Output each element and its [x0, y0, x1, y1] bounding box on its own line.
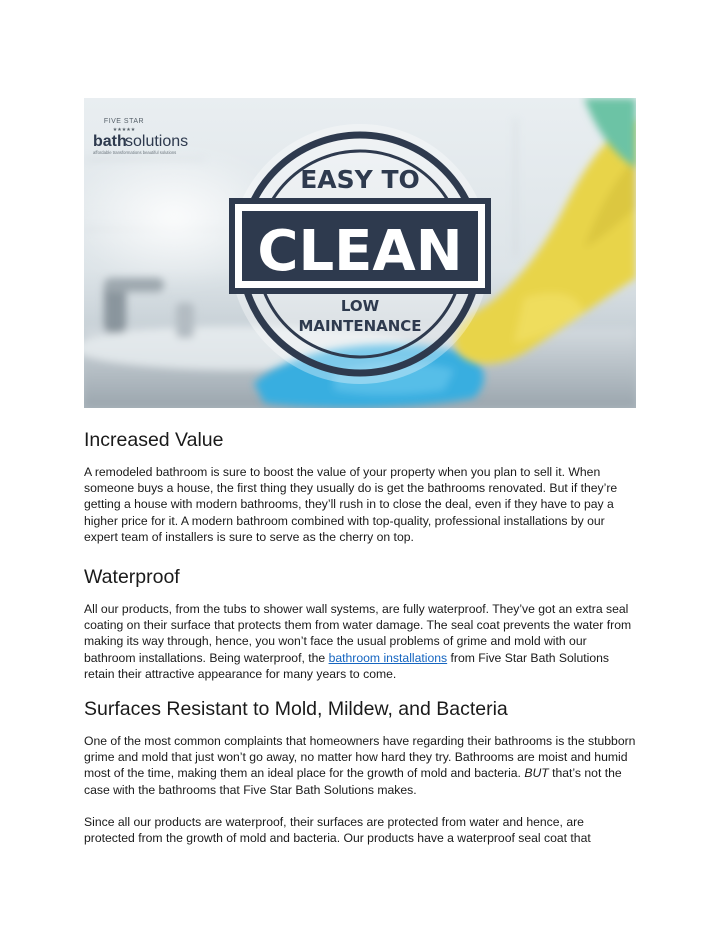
heading-increased-value: Increased Value: [84, 429, 224, 451]
mold-text-em: BUT: [524, 766, 549, 781]
hero-illustration: [84, 98, 636, 408]
badge-line2: CLEAN: [257, 219, 463, 284]
section-mold-resistant: [84, 696, 636, 846]
paragraph-mold-resistant-2: Since all our products are waterproof, their surfaces are protected from water and hence, are protected from the growth of mold and bacteria. Our products have a waterproof seal coat that: [84, 814, 591, 846]
logo-top-text: FIVE STAR: [103, 118, 145, 125]
logo-tagline: affordable transformations beautiful solutions: [93, 150, 177, 155]
waterproof-text-before-link: All our products, from the tubs to shower wall systems, are fully waterproof. They’ve got an extra seal coating on their surface that protects them from water damage. The seal coat prevents the water from making its way through, hence, you won’t face the usual problems of grime and mold with our bathroom installations. Being waterproof, the: [84, 602, 632, 665]
bathroom-installations-link[interactable]: bathroom installations: [328, 650, 448, 665]
hero-image: [84, 98, 636, 408]
mold-text-before-em: One of the most common complaints that homeowners have regarding their bathrooms is the stubborn grime and mold that just won’t go away, no matter how hard they try. Bathrooms are moist and humid most of the time, making them an ideal place for the growth of mold and bacteria.: [84, 734, 636, 781]
badge: [230, 124, 490, 384]
logo-brand-part1: bath: [93, 133, 127, 150]
logo-brand-part2: solutions: [125, 133, 189, 150]
paragraph-mold-resistant-1: [84, 733, 636, 798]
paragraph-waterproof: [84, 601, 636, 682]
badge-line3: LOW: [340, 297, 380, 315]
badge-line1: EASY TO: [300, 165, 420, 194]
waterproof-text-after-link: from Five Star Bath Solutions retain their attractive appearance for many years to come.: [84, 650, 610, 681]
badge-line4: MAINTENANCE: [298, 317, 422, 335]
heading-mold-resistant: Surfaces Resistant to Mold, Mildew, and Bacteria: [84, 698, 508, 720]
logo-stars: ★★★★★: [112, 127, 136, 133]
paragraph-increased-value: A remodeled bathroom is sure to boost the value of your property when you plan to sell it. When someone buys a house, the first thing they usually do is get the bathrooms renovated. But if they’re getting a house with modern bathrooms, they’ll rush in to close the deal, even if they have to pay a higher price for it. A modern bathroom combined with top-quality, professional installations by our expert team of installers is sure to serve as the cherry on top.: [84, 465, 618, 544]
section-increased-value: [84, 427, 636, 545]
section-waterproof: [84, 564, 636, 682]
mold-text-after-em: that’s not the case with the bathrooms that Five Star Bath Solutions makes.: [84, 766, 622, 797]
heading-waterproof: Waterproof: [84, 566, 180, 588]
